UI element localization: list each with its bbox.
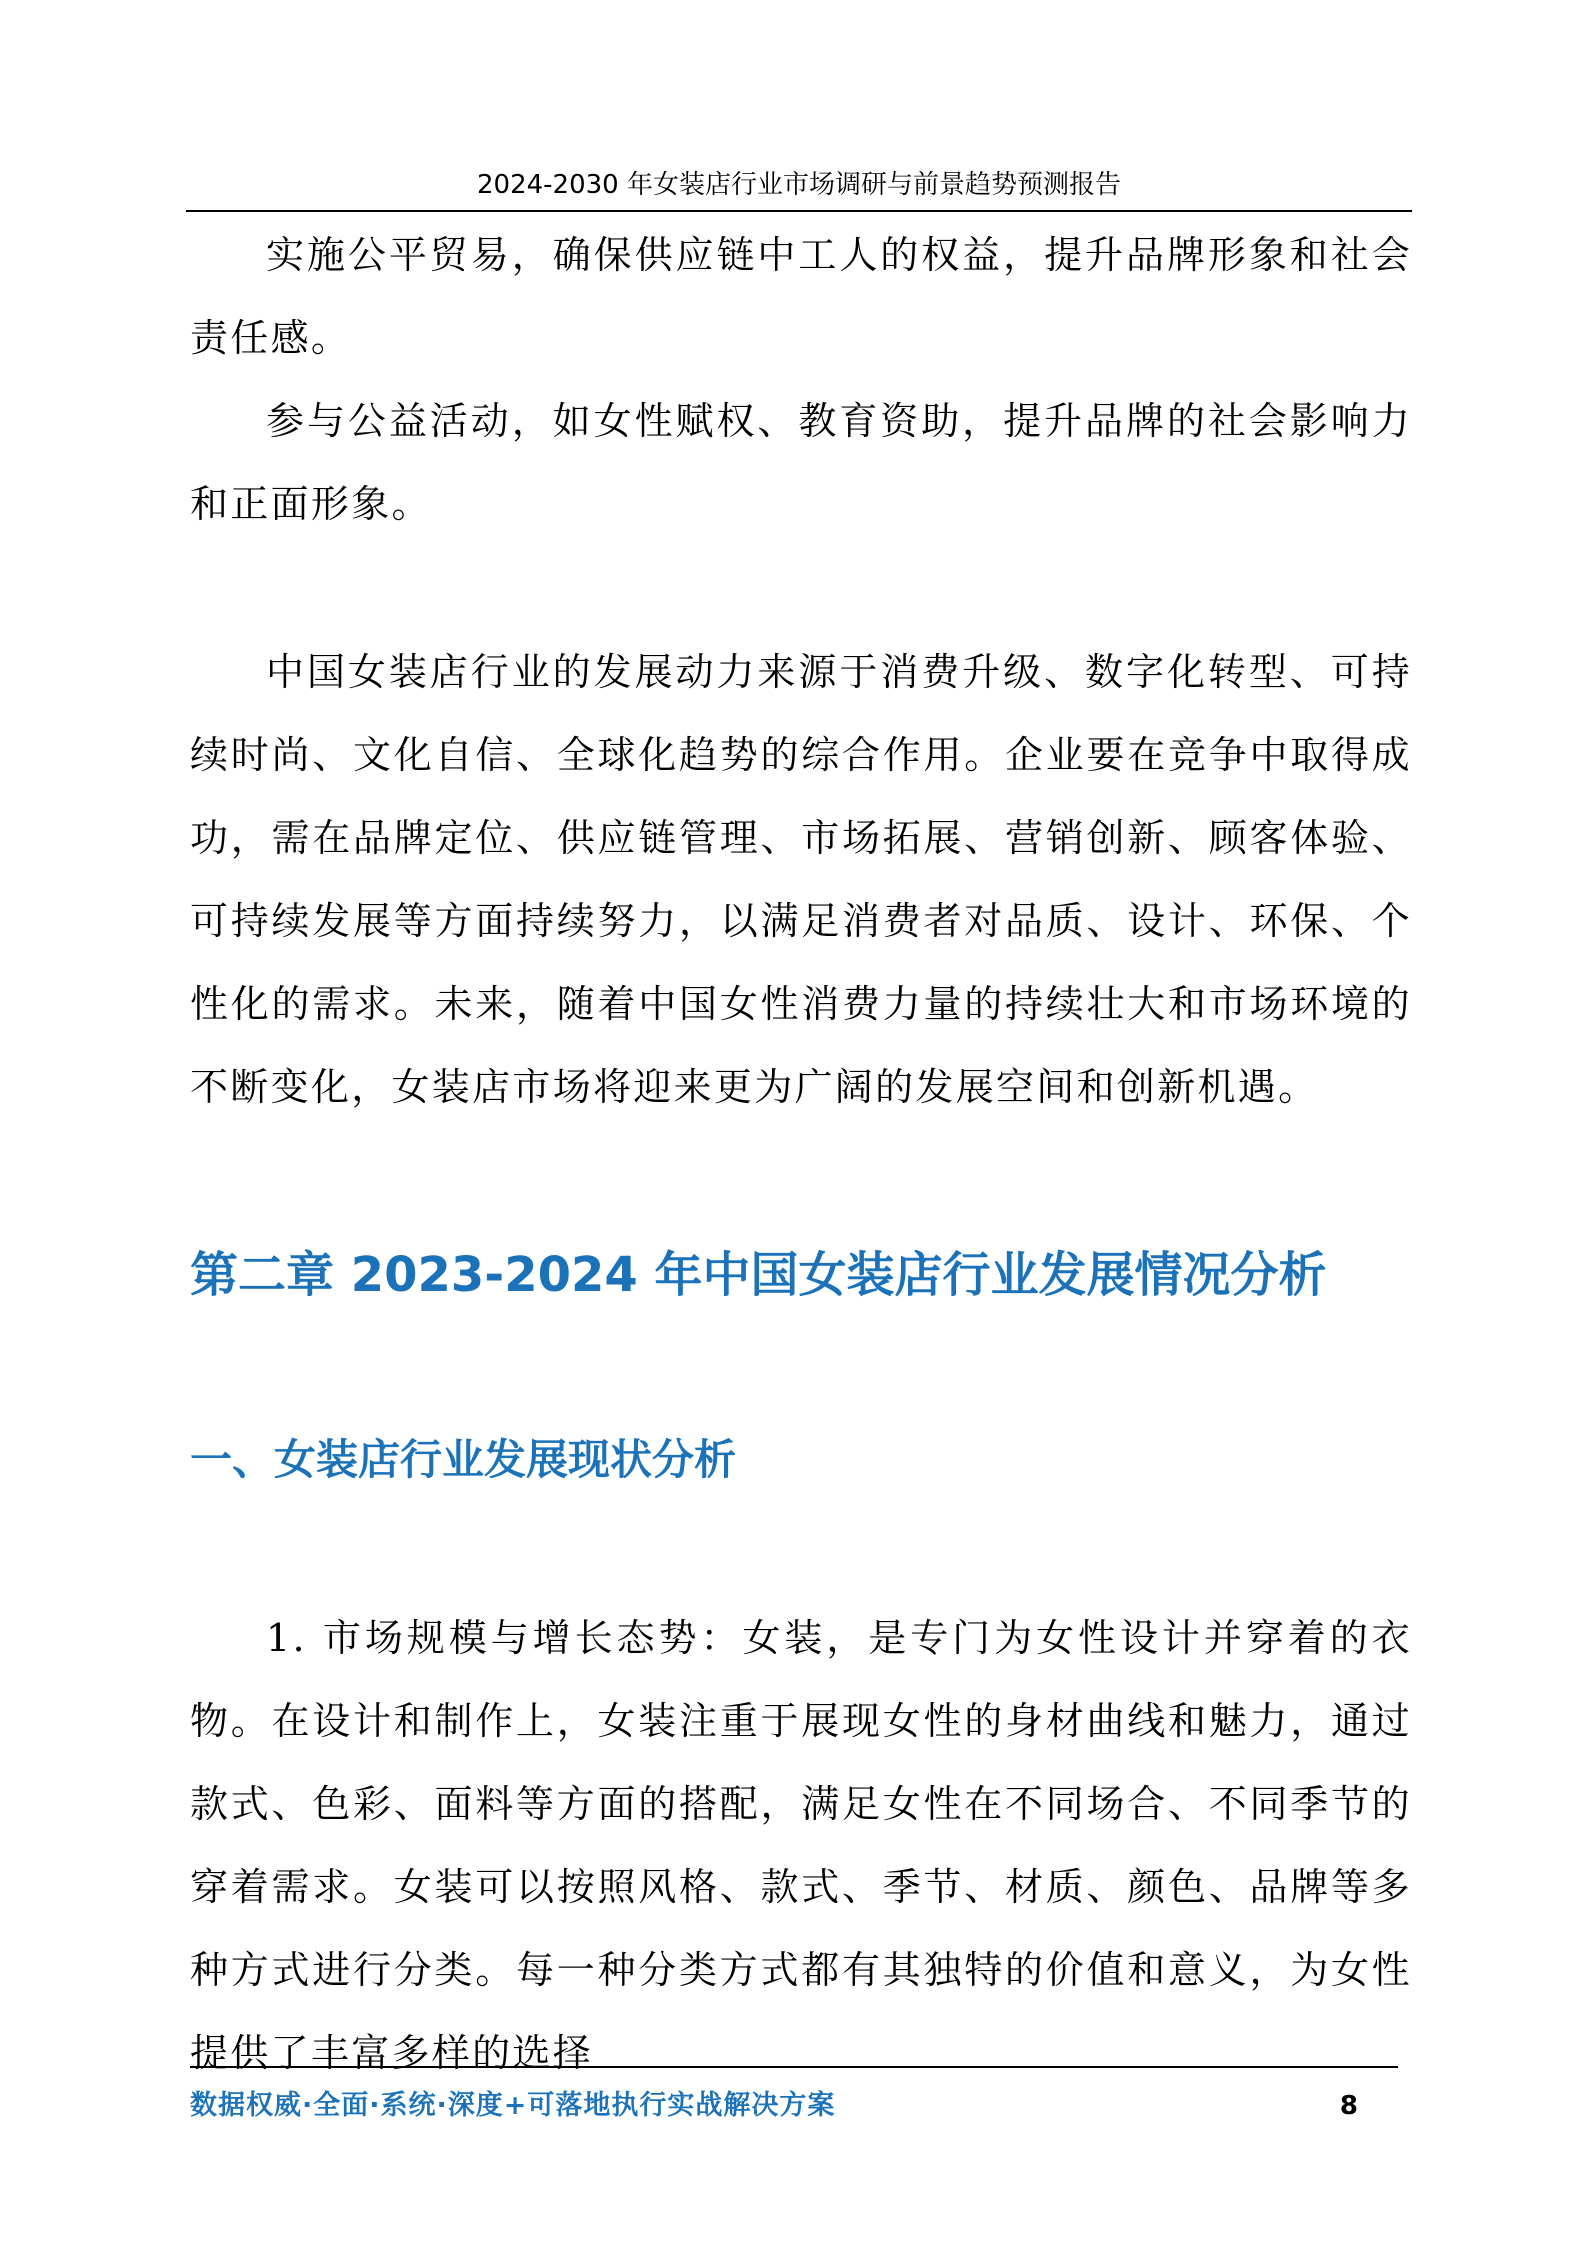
paragraph-fair-trade: 实施公平贸易，确保供应链中工人的权益，提升品牌形象和社会责任感。 xyxy=(190,233,1412,360)
footer-divider xyxy=(190,2066,1398,2068)
page-number: 8 xyxy=(1339,2091,1358,2121)
header-divider xyxy=(186,210,1412,212)
page-header-title: 2024-2030 年女装店行业市场调研与前景趋势预测报告 xyxy=(477,170,1121,200)
paragraph-development-drivers: 中国女装店行业的发展动力来源于消费升级、数字化转型、可持续时尚、文化自信、全球化趋势的综合作用。企业要在竞争中取得成功，需在品牌定位、供应链管理、市场拓展、营销创新、顾客体验、可持续发展等方面持续努力，以满足消费者对品质、设计、环保、个性化的需求。未来，随着中国女性消费力量的持续壮大和市场环境的不断变化，女装店市场将迎来更为广阔的发展空间和创新机遇。 xyxy=(190,650,1412,1109)
chapter-title: 第二章 2023-2024 年中国女装店行业发展情况分析 xyxy=(190,1247,1327,1303)
paragraph-public-welfare: 参与公益活动，如女性赋权、教育资助，提升品牌的社会影响力和正面形象。 xyxy=(190,399,1412,526)
footer-slogan: 数据权威·全面·系统·深度+可落地执行实战解决方案 xyxy=(190,2090,836,2121)
paragraph-market-scale: 1. 市场规模与增长态势：女装，是专门为女性设计并穿着的衣物。在设计和制作上，女装注重于展现女性的身材曲线和魅力，通过款式、色彩、面料等方面的搭配，满足女性在不同场合、不同季节的穿着需求。女装可以按照风格、款式、季节、材质、颜色、品牌等多种方式进行分类。每一种分类方式都有其独特的价值和意义，为女性提供了丰富多样的选择 xyxy=(190,1616,1412,2075)
section-title: 一、女装店行业发展现状分析 xyxy=(190,1435,737,1484)
